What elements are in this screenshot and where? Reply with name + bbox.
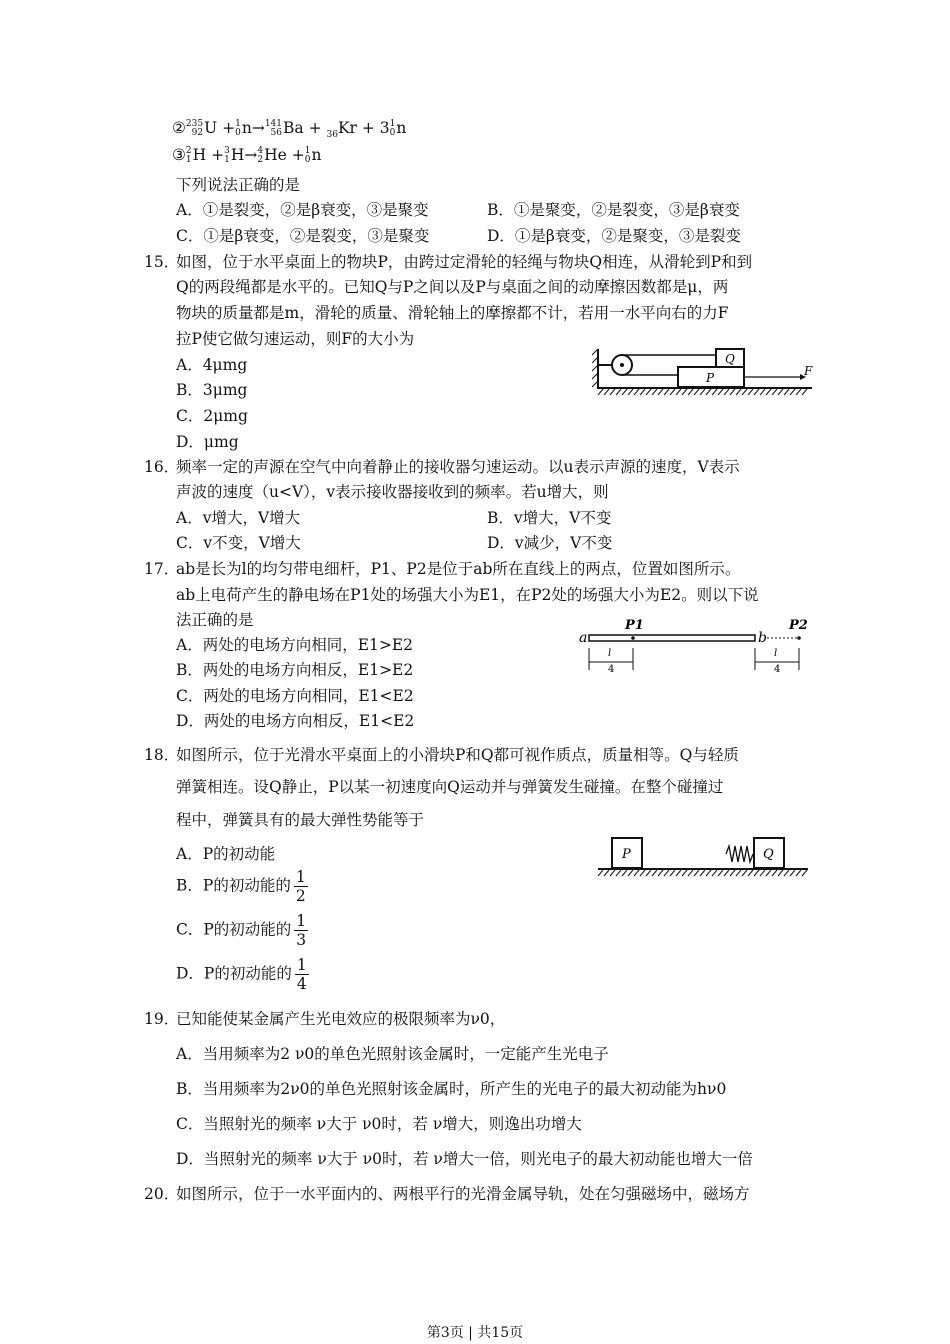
ground-hatch	[694, 870, 699, 876]
ground-hatch	[622, 389, 627, 395]
q17-option-d: D．两处的电场方向相反，E1<E2	[176, 712, 415, 730]
q15-line-3: 物块的质量都是m，滑轮的质量、滑轮轴上的摩擦都不计，若用一水平向右的力F	[176, 304, 729, 322]
quarter-length-den-right: 4	[774, 664, 781, 674]
q17-option-c: C．两处的电场方向相同，E1<E2	[176, 687, 414, 705]
ground-hatch	[760, 870, 765, 876]
page-footer: 第3页 | 共15页	[426, 1325, 524, 1341]
end-b-label: b	[758, 630, 767, 646]
point-p2	[797, 636, 801, 640]
reaction-3: ③ 2 1 H + 3 1 H→ 4 2 He + 1 0 n	[172, 146, 322, 165]
ground-hatch	[736, 870, 741, 876]
ground-hatch	[730, 389, 735, 395]
ground-hatch	[718, 870, 723, 876]
ground-hatch	[694, 389, 699, 395]
ground-hatch	[604, 870, 609, 876]
ground-hatch	[640, 870, 645, 876]
ground-hatch	[676, 389, 681, 395]
ground-hatch	[778, 870, 783, 876]
ground-hatch	[616, 389, 621, 395]
ground-hatch	[712, 870, 717, 876]
ground-hatch	[664, 870, 669, 876]
q16-option-c: C．v不变，V增大	[176, 534, 301, 552]
ground-hatch	[742, 870, 747, 876]
q17-number: 17．	[144, 560, 180, 578]
q16-option-d: D．v减少，V不变	[487, 534, 613, 552]
ground-hatch	[790, 389, 795, 395]
ground-hatch	[724, 389, 729, 395]
q16-option-a: A．v增大，V增大	[176, 509, 301, 527]
ground-hatch	[598, 389, 603, 395]
ground-hatch	[634, 389, 639, 395]
q15-line-2: Q的两段绳都是水平的。已知Q与P之间以及P与桌面之间的动摩擦因数都是μ，两	[176, 278, 729, 296]
ground-hatch	[610, 870, 615, 876]
q14-option-b: B．①是聚变，②是裂变，③是β衰变	[487, 201, 740, 219]
q18-line-3: 程中，弹簧具有的最大弹性势能等于	[176, 811, 425, 829]
ground-hatch	[610, 389, 615, 395]
ground-hatch	[640, 389, 645, 395]
q17-option-b: B．两处的电场方向相反，E1>E2	[176, 661, 414, 679]
ground-hatch	[784, 389, 789, 395]
q14-option-d: D．①是β衰变，②是聚变，③是裂变	[487, 227, 741, 245]
q16-option-b: B．v增大，V不变	[487, 509, 612, 527]
q15-option-b: B．3μmg	[176, 381, 248, 399]
ground-hatch	[700, 870, 705, 876]
q16-number: 16．	[144, 458, 180, 476]
ground-hatch	[652, 389, 657, 395]
ground-hatch	[670, 389, 675, 395]
charged-rod	[589, 635, 755, 641]
ground-hatch	[802, 870, 807, 876]
ground-hatch	[754, 870, 759, 876]
pulley-figure	[592, 345, 818, 397]
q19-option-c: C．当照射光的频率 ν大于 ν0时，若 ν增大，则逸出功增大	[176, 1115, 582, 1133]
ground-hatch	[706, 870, 711, 876]
ground-hatch	[664, 389, 669, 395]
ground-hatch	[652, 870, 657, 876]
q19-option-a: A．当用频率为2 ν0的单色光照射该金属时，一定能产生光电子	[176, 1045, 609, 1063]
ground-hatch	[778, 389, 783, 395]
q15-line-1: 如图，位于水平桌面上的物块P，由跨过定滑轮的轻绳与物块Q相连，从滑轮到P和到	[176, 253, 753, 271]
ground-hatch	[646, 389, 651, 395]
ground-hatch	[670, 870, 675, 876]
block-q-label: Q	[725, 352, 735, 366]
ground-hatch	[730, 870, 735, 876]
ground-hatch	[772, 389, 777, 395]
force-label: F	[804, 364, 813, 378]
ground-hatch	[658, 870, 663, 876]
ground-hatch	[658, 389, 663, 395]
ground-hatch	[742, 389, 747, 395]
ground-hatch	[784, 870, 789, 876]
ground-hatch	[796, 870, 801, 876]
spring-figure	[596, 832, 812, 882]
ground-hatch	[796, 389, 801, 395]
q19-line: 已知能使某金属产生光电效应的极限频率为ν0，	[176, 1010, 506, 1028]
ground-hatch	[760, 389, 765, 395]
ground-hatch	[700, 389, 705, 395]
block-p-label: P	[706, 371, 715, 385]
ground-hatch	[772, 870, 777, 876]
q18-line-2: 弹簧相连。设Q静止，P以某一初速度向Q运动并与弹簧发生碰撞。在整个碰撞过	[176, 778, 724, 796]
ground-hatch	[724, 870, 729, 876]
point-p2-label: P2	[789, 618, 808, 633]
quarter-length-num-right: l	[774, 648, 778, 659]
block-q-label: Q	[763, 847, 774, 862]
q18-line-1: 如图所示，位于光滑水平桌面上的小滑块P和Q都可视作质点，质量相等。Q与轻质	[176, 746, 739, 764]
ground-hatch	[616, 870, 621, 876]
q14-option-a: A．①是裂变，②是β衰变，③是聚变	[176, 201, 429, 219]
q19-option-b: B．当用频率为2ν0的单色光照射该金属时，所产生的光电子的最大初动能为hν0	[176, 1080, 727, 1098]
rod-figure	[575, 618, 815, 674]
ground-hatch	[736, 389, 741, 395]
ground-hatch	[748, 870, 753, 876]
q20-line: 如图所示，位于一水平面内的、两根平行的光滑金属导轨，处在匀强磁场中，磁场方	[176, 1185, 750, 1203]
ground-hatch	[682, 389, 687, 395]
ground-hatch	[754, 389, 759, 395]
ground-hatch	[604, 389, 609, 395]
ground-hatch	[688, 870, 693, 876]
ground-hatch	[688, 389, 693, 395]
ground-hatch	[718, 389, 723, 395]
ground-hatch	[766, 870, 771, 876]
reaction-2: ② 235 92 U + 1 0 n→ 141 56 Ba + $_{36}$Kr + 3 1 0 n	[172, 119, 407, 140]
q17-line-3: 法正确的是	[176, 611, 254, 629]
q17-line-2: ab上电荷产生的静电场在P1处的场强大小为E1，在P2处的场强大小为E2。则以下说	[176, 586, 759, 604]
ground-hatch	[622, 870, 627, 876]
q18-option-a: A．P的初动能	[176, 845, 276, 863]
spring	[726, 846, 753, 862]
q15-option-d: D．μmg	[176, 433, 239, 451]
q18-number: 18．	[144, 746, 180, 764]
ground-hatch	[628, 870, 633, 876]
q17-option-a: A．两处的电场方向相同，E1>E2	[176, 636, 414, 654]
q15-number: 15．	[144, 253, 180, 271]
q17-line-1: ab是长为l的均匀带电细杆，P1、P2是位于ab所在直线上的两点，位置如图所示。	[176, 560, 741, 578]
point-p1	[631, 636, 635, 640]
ground-hatch	[790, 870, 795, 876]
block-p-label: P	[622, 847, 631, 862]
ground-hatch	[628, 389, 633, 395]
ground-hatch	[712, 389, 717, 395]
ground-hatch	[634, 870, 639, 876]
q16-line-1: 频率一定的声源在空气中向着静止的接收器匀速运动。以u表示声源的速度，V表示	[176, 458, 740, 476]
q20-number: 20．	[144, 1185, 180, 1203]
q19-number: 19．	[144, 1010, 180, 1028]
q19-option-d: D．当照射光的频率 ν大于 ν0时，若 ν增大一倍，则光电子的最大初动能也增大一倍	[176, 1150, 753, 1168]
ground-hatch	[748, 389, 753, 395]
ground-hatch	[706, 389, 711, 395]
q16-line-2: 声波的速度（u<V），v表示接收器接收到的频率。若u增大，则	[176, 483, 609, 501]
ground-hatch	[598, 870, 603, 876]
q15-option-c: C．2μmg	[176, 407, 248, 425]
end-a-label: a	[579, 630, 588, 646]
ground-hatch	[646, 870, 651, 876]
quarter-length-num-left: l	[608, 648, 612, 659]
q15-option-a: A．4μmg	[176, 356, 248, 374]
ground-hatch	[802, 389, 807, 395]
ground-hatch	[676, 870, 681, 876]
q14-prompt: 下列说法正确的是	[176, 176, 301, 194]
ground-hatch	[766, 389, 771, 395]
q14-option-c: C．①是β衰变，②是裂变，③是聚变	[176, 227, 430, 245]
quarter-length-den-left: 4	[608, 664, 615, 674]
point-p1-label: P1	[625, 618, 644, 633]
ground-hatch	[682, 870, 687, 876]
q18-option-b: B．P的初动能的 $\frac{1}{2}$	[176, 868, 306, 905]
q15-line-4: 拉P使它做匀速运动，则F的大小为	[176, 330, 415, 348]
q18-option-d: D．P的初动能的 $\frac{1}{4}$	[176, 956, 307, 993]
q18-option-c: C．P的初动能的 $\frac{1}{3}$	[176, 912, 307, 949]
